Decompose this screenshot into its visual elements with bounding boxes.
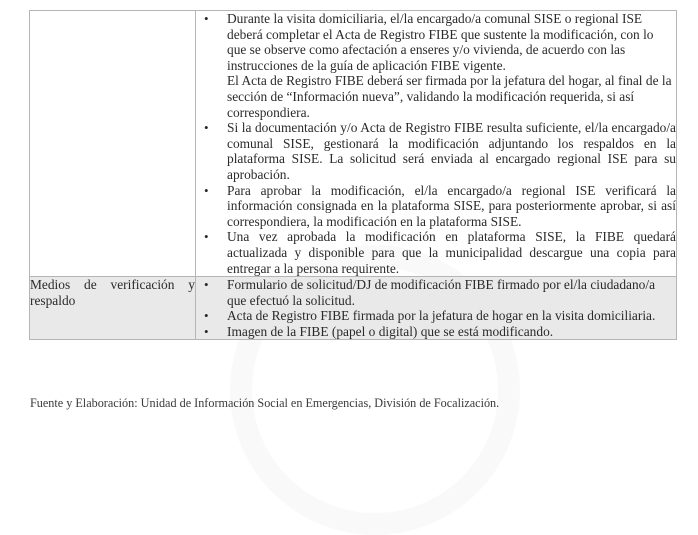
row-label-verification: Medios de verificación y respaldo xyxy=(30,277,196,340)
verification-fibe-image: Imagen de la FIBE (papel o digital) que se está modificando. xyxy=(227,323,554,339)
table-row xyxy=(30,277,677,340)
row-content-procedure xyxy=(196,11,677,277)
list-item xyxy=(196,183,676,230)
verification-signed-act: Acta de Registro FIBE firmada por la jefatura de hogar en la visita domiciliaria. xyxy=(227,308,656,324)
list-item xyxy=(196,229,676,276)
step-communal-management: Si la documentación y/o Acta de Registro FIBE resulta suficiente, el/la encargado/a comunal SISE, gestionará la modificación adjuntando los respaldos en la plataforma SISE. La solicitud será enviada al encargado regional ISE para su aprobación. xyxy=(227,120,676,182)
procedure-steps-list xyxy=(196,11,676,276)
row-content-verification xyxy=(196,277,677,340)
table-row xyxy=(30,11,677,277)
list-item-continuation xyxy=(196,73,676,120)
step-signature-note: El Acta de Registro FIBE deberá ser firmada por la jefatura del hogar, al final de la sección de “Información nueva”, validando la modificación requerida, si así correspondiera. xyxy=(227,73,672,120)
procedure-table xyxy=(29,10,677,340)
list-item xyxy=(196,324,676,340)
row-label-empty xyxy=(30,11,196,277)
verification-list xyxy=(196,277,676,339)
list-item xyxy=(196,308,676,324)
list-item xyxy=(196,120,676,182)
source-caption: Fuente y Elaboración: Unidad de Información Social en Emergencias, División de Focalización. xyxy=(30,396,500,410)
list-item xyxy=(196,11,676,73)
verification-request-form: Formulario de solicitud/DJ de modificación FIBE firmado por el/la ciudadano/a que efectuó la solicitud. xyxy=(227,277,656,308)
list-item xyxy=(196,277,676,308)
step-regional-approval: Para aprobar la modificación, el/la encargado/a regional ISE verificará la información consignada en la plataforma SISE, para posteriormente aprobar, si así correspondiera, la modificación en la plataforma SISE. xyxy=(227,182,676,229)
step-home-visit: Durante la visita domiciliaria, el/la encargado/a comunal SISE o regional ISE deberá completar el Acta de Registro FIBE que sustente la modificación, con lo que se observe como afectación a enseres y/o vivienda, de acuerdo con las instrucciones de la guía de aplicación FIBE vigente. xyxy=(227,11,654,73)
step-fibe-updated: Una vez aprobada la modificación en plataforma SISE, la FIBE quedará actualizada y disponible para que la municipalidad descargue una copia para entregar a la persona requirente. xyxy=(227,229,676,276)
